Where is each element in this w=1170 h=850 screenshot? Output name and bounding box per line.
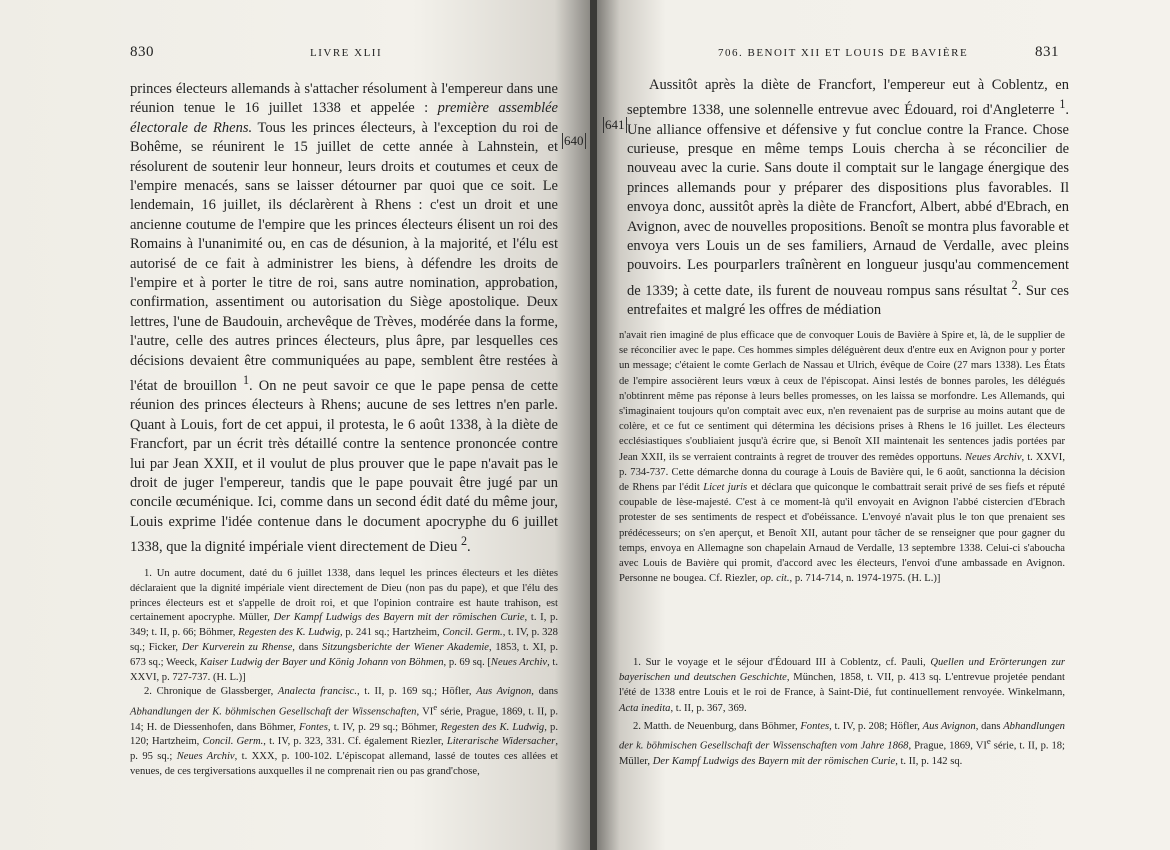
- footnote: 2. Chronique de Glassberger, Analecta francisc., t. II, p. 169 sq.; Höfler, Aus Avignon, dans Abhandlungen der K. böhmischen Gesellschaft der Wissenschaften, VIe série, Prague, 1869, t. II, p. 14; H. de Diessenhofen, dans Böhmer, Fontes, t. IV, p. 29 sq.; Böhmer, Regesten des K. Ludwig, p. 120; Hartzheim, Concil. Germ., t. IV, p. 323, 331. Cf. également Riezler, Literarische Widersacher, p. 95 sq.; Neues Archiv, t. XXX, p. 100-102. L'épiscopat allemand, lassé de toutes ces allées et venues, de ces tergiversations auxquelles il ne comprenait rien ou pas grand'chose,: [130, 686, 559, 777]
- main-text: [130, 80, 558, 557]
- footnotes: [619, 655, 1065, 769]
- paragraph: Aussitôt après la diète de Francfort, l'empereur eut à Coblentz, en septembre 1338, une solennelle entrevue avec Édouard, roi d'Angleterre $^1$. Une alliance offensive et défensive y fut conclue contre la France. Chose curieuse, presque en même temps Louis chercha à se réconcilier de nouveau avec la curie. Sans doute il comptait sur le langage énergique des princes allemands pour y préparer des dispositions plus favorables. Il envoya donc, aussitôt après la diète de Francfort, Albert, abbé d'Ebrach, en Avignon, avec de nouvelles propositions. Benoît se montra plus favorable et envoya vers Louis un de ses familiers, Arnaud de Verdalle, avec pleins pouvoirs. Les pourparlers traînèrent en longueur jusqu'au commencement de 1339; à cette date, ils furent de nouveau rompus sans résultat $^2$. Sur ces entrefaites et malgré les offres de médiation: [627, 77, 1069, 319]
- running-head: 706. BENOIT XII ET LOUIS DE BAVIÈRE: [718, 47, 969, 59]
- margin-page-reference: 641: [605, 117, 625, 132]
- footnote: 1. Un autre document, daté du 6 juillet 1338, dans lequel les princes électeurs et les diètes déclaraient que la dignité impériale vient directement de Dieu (non pas du pape), et que l'élu des princes électeurs est et s'appelle de droit roi, et que l'opinion contraire est haute trahison, est certainement apocryphe. Müller, Der Kampf Ludwigs des Bayern mit der römischen Curie, t. I, p. 349; t. II, p. 66; Böhmer, Regesten des K. Ludwig, p. 241 sq.; Hartzheim, Concil. Germ., t. IV, p. 328 sq.; Ficker, Der Kurverein zu Rhense, dans Sitzungsberichte der Wiener Akademie, 1853, t. XI, p. 673 sq.; Weeck, Kaiser Ludwig der Bayer und König Johann von Böhmen, p. 69 sq. [Neues Archiv, t. XXVI, p. 727-737. (H. L.)]: [130, 568, 559, 683]
- running-head: LIVRE XLII: [310, 47, 383, 59]
- footnote-continuation: [619, 328, 1065, 586]
- right-page: [597, 0, 1170, 850]
- footnote-text: n'avait rien imaginé de plus efficace que de convoquer Louis de Bavière à Spire et, là, de le supplier de se réconcilier avec le pape. Ces hommes simples déléguèrent deux d'entre eux en Avignon pour y porter un message; c'étaient le comte Gerlach de Nassau et Ulrich, évêque de Coire (27 mars 1338). Les États de l'empire associèrent leurs vœux à ceux de l'épiscopat. Ainsi lestés de bonnes paroles, les délégués n'obtinrent même pas réponse à leurs belles promesses, on les laissa se morfondre. Les Allemands, qui s'imaginaient toujours qu'on comptait avec eux, n'en revenaient pas de surprise au moins autant que de colère, et ce fut ce sentiment qui détermina les décisions prises à Rhens le 16 juillet. Les électeurs ecclésiastiques s'oubliaient jusqu'à écrire que, si Benoît XII maintenait les sentences jadis portées par Jean XXII, ils se verraient contraints à regret de trouver des remèdes opportuns. Neues Archiv, t. XXVI, p. 734-737. Cette démarche donna du courage à Louis de Bavière qui, le 6 août, sanctionna la décision de Rhens par l'édit Licet juris et déclara que quiconque le combattrait serait privé de ses fiefs et réputé coupable de lèse-majesté. C'est à ce moment-là qu'il envoyait en Avignon l'abbé cistercien d'Ebrach protester de ses sentiments de respect et d'obéissance. L'envoyé n'avait plus le ton que prenaient ses prédécesseurs; on s'en aperçut, et Benoît XII, autant pour tâcher de se renseigner que pour gagner du temps, envoya en Allemagne son chapelain Arnaud de Verdalle, 13 septembre 1338. Celui-ci s'aboucha avec Louis de Bavière qui promit, d'accord avec les électeurs, l'envoi d'une ambassade en Avignon. Personne ne bougea. Cf. Riezler, op. cit., p. 714-714, n. 1974-1975. (H. L.)]: [619, 330, 1066, 585]
- paragraph: princes électeurs allemands à s'attacher résolument à l'empereur dans une réunion tenue le 16 juillet 1338 et appelée : première assemblée électorale de Rhens. Tous les princes électeurs, à l'exception du roi de Bohême, se réunirent le 15 juillet de cette année à Lahnstein, et résolurent de soutenir leur honneur, leurs droits et coutumes et ceux de l'empire menacés, sans se laisser détourner par quoi que ce soit. Le lendemain, 16 juillet, ils déclarèrent à Rhens : c'est un droit et une ancienne coutume de l'empire que les princes électeurs élisent un roi des Romains à l'unanimité ou, en cas de désunion, à la majorité, et l'élu est autorisé de ce fait à administrer les biens, à défendre les droits de l'empire et à porter le titre de roi, sans autre nomination, approbation, confirmation, assentiment ou autorisation du Siège apostolique. Deux lettres, l'une de Baudouin, archevêque de Trèves, modérée dans la forme, l'autre, celle des autres princes électeurs, plus âpre, par lesquelles ces décisions devaient être communiquées au pape, semblent être restées à l'état de brouillon $^1$. On ne peut savoir ce que le pape pensa de cette réunion des princes électeurs à Rhens; aucune de ses lettres n'en parle. Quant à Louis, fort de cet appui, il protesta, le 6 août 1338, à la diète de Francfort, par un écrit très détaillé contre la sentence prononcée contre lui par Jean XXII, et il voulut de plus prouver que le pape n'avait pas le droit de juger l'empereur, tandis que le pape pouvait être jugé par un concile œcuménique. Ici, comme dans un second édit daté du même jour, Louis exprime l'idée contenue dans le document apocryphe du 6 juillet 1338, que la dignité impériale vient directement de Dieu $^2$.: [130, 81, 559, 555]
- page-number: 830: [130, 44, 154, 60]
- footnote: 1. Sur le voyage et le séjour d'Édouard III à Coblentz, cf. Pauli, Quellen und Erörterungen zur bayerischen und deutschen Geschichte, München, 1858, t. VII, p. 413 sq. L'entrevue projetée pendant l'été de 1338 entre Louis et le roi de France, à Saint-Dié, fut continuellement renvoyée. Winkelmann, Acta inedita, t. II, p. 367, 369.: [619, 657, 1065, 714]
- footnotes: [130, 567, 558, 780]
- main-text: [627, 76, 1069, 321]
- page-number: 831: [1035, 44, 1059, 60]
- footnote: 2. Matth. de Neuenburg, dans Böhmer, Fontes, t. IV, p. 208; Höfler, Aus Avignon, dans Abhandlungen der k. böhmischen Gesellschaft der Wissenschaften vom Jahre 1868, Prague, 1869, VIe série, t. II, p. 18; Müller, Der Kampf Ludwigs des Bayern mit der römischen Curie, t. II, p. 142 sq.: [619, 720, 1065, 767]
- book-gutter: [590, 0, 597, 850]
- margin-page-reference: 640: [564, 133, 584, 148]
